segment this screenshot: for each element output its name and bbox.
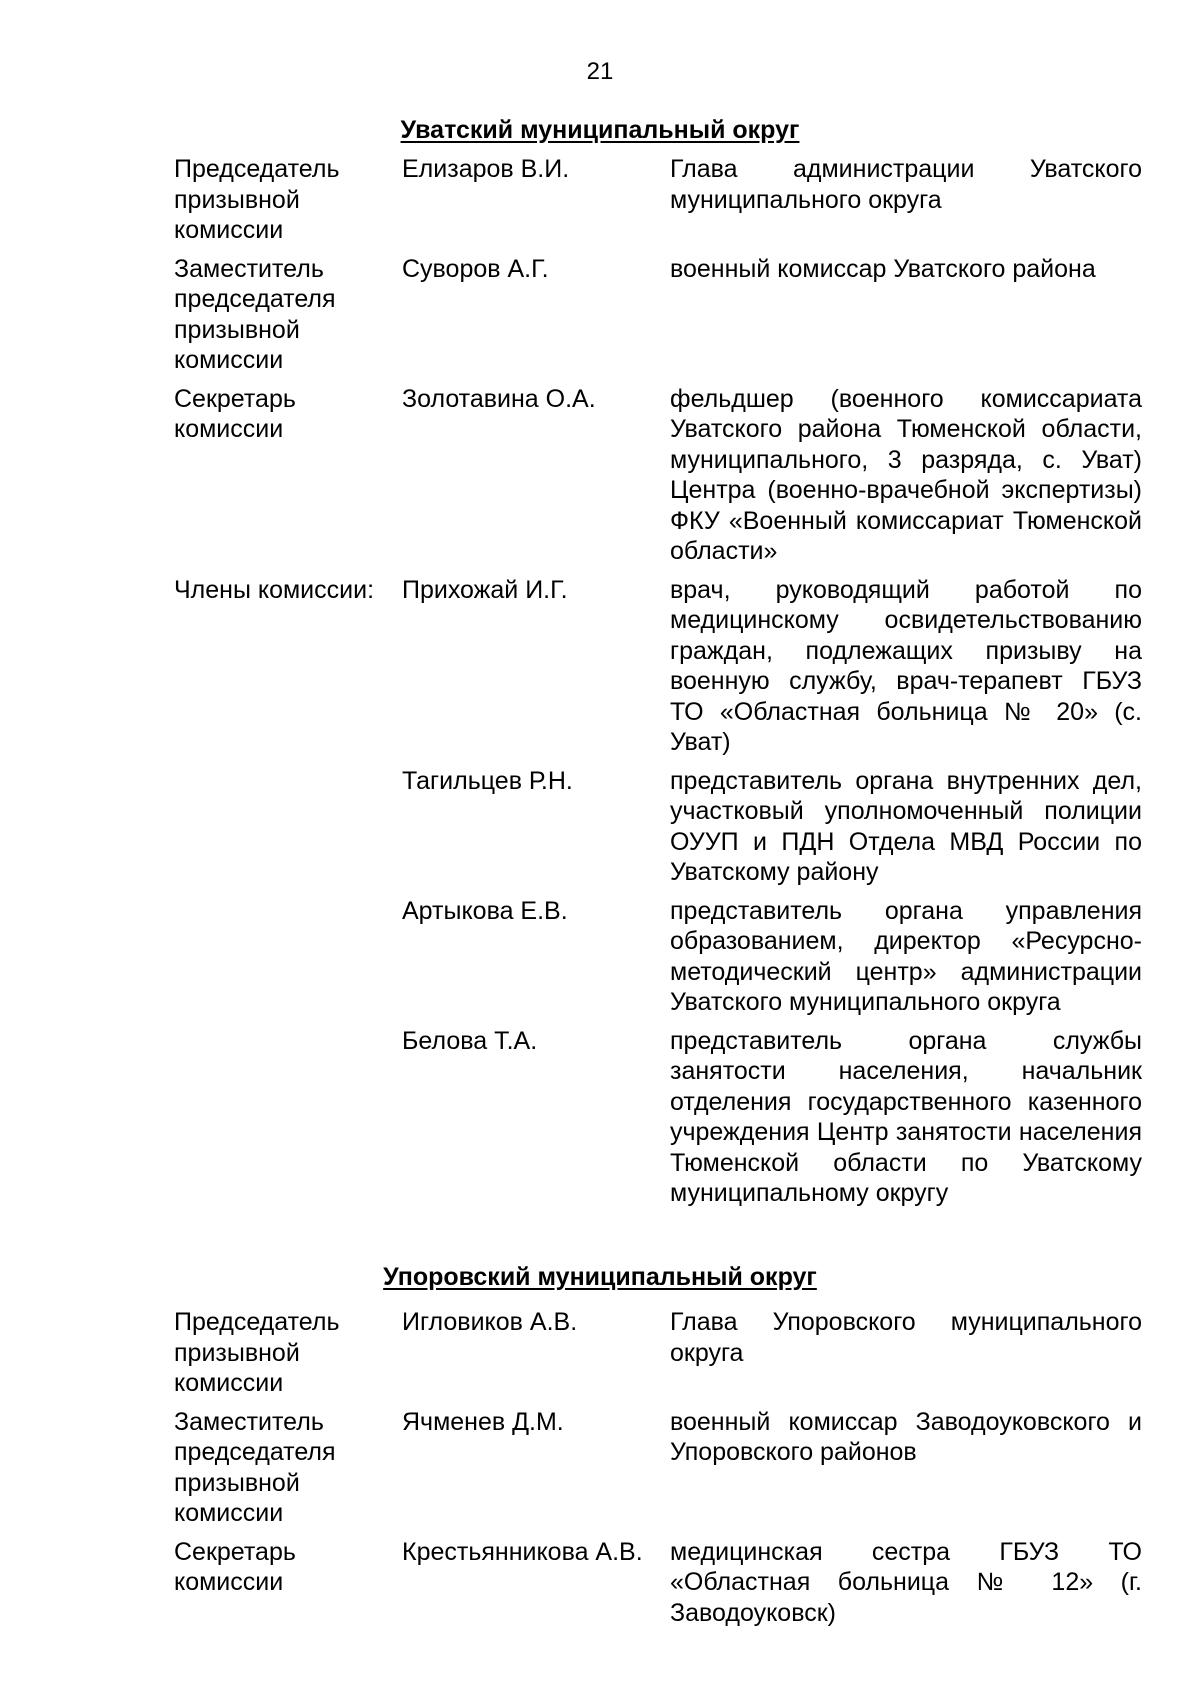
name-cell: Суворов А.Г. [402,254,549,283]
role-cell: Секретарь комиссии [174,1537,296,1596]
description-cell: фельдшер (военного комиссариата Уватского района Тюменской области, муниципального, 3 разряда, с. Уват) Центра (военно-врачебной экспертизы) ФКУ «Военный комиссариат Тюменской области» [670,384,1142,565]
name-cell: Ячменев Д.М. [402,1407,564,1436]
section-title: Упоровский муниципальный округ [383,1263,817,1291]
section-title-uvat-wrap [0,115,1200,145]
name-cell: Игловиков А.В. [402,1308,578,1336]
role-cell: Заместитель председателя призывной комиссии [174,254,336,374]
description-cell: военный комиссар Заводоуковского и Упоровского районов [670,1407,1142,1466]
commission-table-uporovo [174,1307,1142,1628]
role-cell [174,888,402,1018]
role-cell [174,1018,402,1209]
table-row [174,1307,1142,1399]
description-cell: Глава администрации Уватского муниципального округа [670,155,1142,214]
table-row [174,1399,1142,1529]
description-cell: военный комиссар Уватского района [670,254,1096,283]
role-cell [174,758,402,888]
name-cell: Прихожай И.Г. [402,575,568,604]
role-cell: Председатель призывной комиссии [174,155,340,244]
role-cell: Члены комиссии: [174,575,375,604]
table-row [174,888,1142,1018]
table-row [174,246,1142,376]
table-row [174,1018,1142,1209]
description-cell: представитель органа управления образованием, директор «Ресурсно-методический центр» администрации Уватского муниципального округа [670,896,1142,1016]
name-cell: Артыкова Е.В. [402,896,568,925]
table-row [174,567,1142,758]
role-cell: Секретарь комиссии [174,384,296,443]
section-title-uporovo-wrap [0,1262,1200,1292]
description-cell: представитель органа внутренних дел, участковый уполномоченный полиции ОУУП и ПДН Отдела МВД России по Уватскому району [670,766,1142,886]
table-row [174,154,1142,246]
table-row [174,376,1142,567]
description-cell: представитель органа службы занятости населения, начальник отделения государственного казенного учреждения Центр занятости населения Тюменской области по Уватскому муниципальному округу [670,1026,1142,1207]
name-cell: Золотавина О.А. [402,384,596,413]
name-cell: Белова Т.А. [402,1026,538,1055]
page-number: 21 [586,58,614,85]
role-cell: Председатель призывной комиссии [174,1308,340,1397]
commission-table-uvat [174,154,1142,1209]
description-cell: Глава Упоровского муниципального округа [670,1308,1142,1367]
table-row [174,1529,1142,1629]
section-title: Уватский муниципальный округ [400,116,800,144]
description-cell: медицинская сестра ГБУЗ ТО «Областная больница № 12» (г. Заводоуковск) [670,1537,1142,1627]
name-cell: Тагильцев Р.Н. [402,766,573,795]
description-cell: врач, руководящий работой по медицинскому освидетельствованию граждан, подлежащих призыву на военную службу, врач-терапевт ГБУЗ ТО «Областная больница № 20» (с. Уват) [670,575,1142,756]
name-cell: Крестьянникова А.В. [402,1537,643,1566]
name-cell: Елизаров В.И. [402,155,570,183]
table-row [174,758,1142,888]
role-cell: Заместитель председателя призывной комиссии [174,1407,336,1527]
